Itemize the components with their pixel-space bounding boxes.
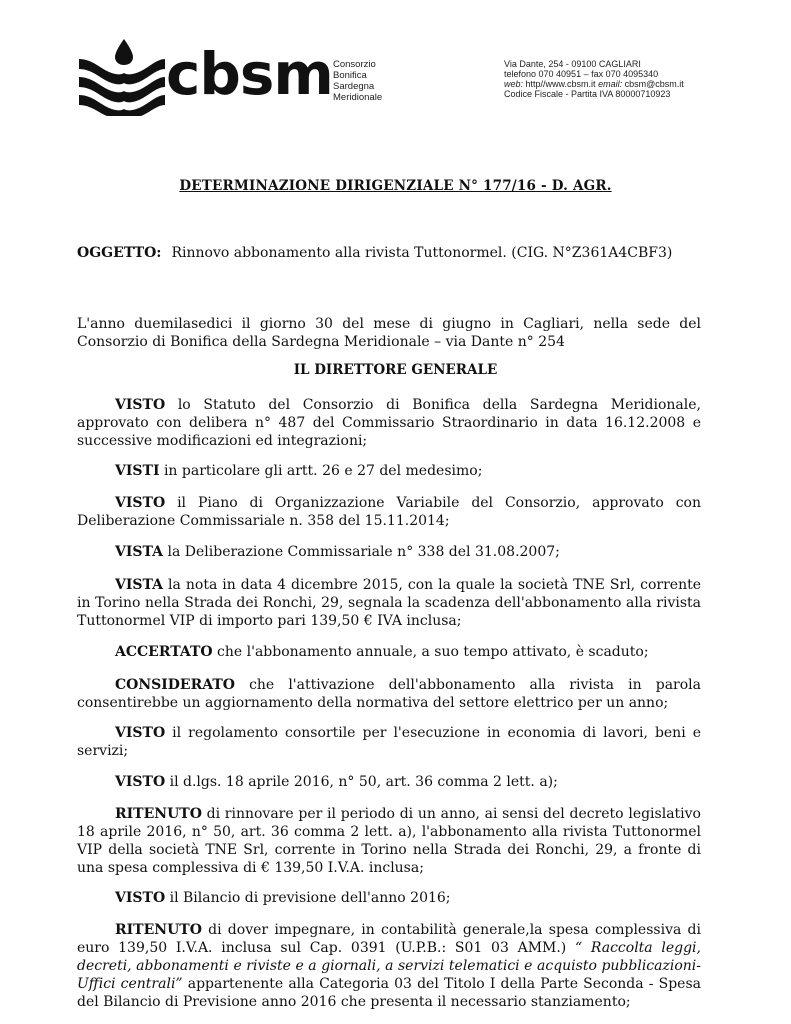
paragraph-vista-deliberazione: VISTA la Deliberazione Commissariale n° 338 del 31.08.2007; xyxy=(115,544,560,560)
paragraph-vista-nota: VISTA la nota in data 4 dicembre 2015, con la quale la società TNE Srl, corrente in Torino nella Strada dei Ronchi, 29, segnala la scadenza dell'abbonamento alla rivista Tuttonormel VIP di importo pari 139,50 € IVA inclusa; xyxy=(77,577,701,629)
brand-subtitle: Consorzio Bonifica Sardegna Meridionale xyxy=(333,59,383,103)
paragraph-visto-regolamento: VISTO il regolamento consortile per l'esecuzione in economia di lavori, beni e servizi; xyxy=(77,725,701,759)
document-title: DETERMINAZIONE DIRIGENZIALE N° 177/16 - D. AGR. xyxy=(179,178,612,194)
subject-text: Rinnovo abbonamento alla rivista Tuttonormel. (CIG. N°Z361A4CBF3) xyxy=(171,245,673,261)
paragraph-visto-piano: VISTO il Piano di Organizzazione Variabile del Consorzio, approvato con Deliberazione Commissariale n. 358 del 15.11.2014; xyxy=(77,495,701,529)
paragraph-visti: VISTI in particolare gli artt. 26 e 27 del medesimo; xyxy=(115,463,483,479)
intro-paragraph: L'anno duemilasedici il giorno 30 del mese di giugno in Cagliari, nella sede del Consorzio di Bonifica della Sardegna Meridionale – via Dante n° 254 xyxy=(77,316,701,350)
paragraph-visto-statuto: VISTO lo Statuto del Consorzio di Bonifica della Sardegna Meridionale, approvato con delibera n° 487 del Commissario Straordinario in data 16.12.2008 e successive modificazioni ed integrazioni; xyxy=(77,397,701,449)
section-heading: IL DIRETTORE GENERALE xyxy=(293,362,498,378)
contact-block xyxy=(504,59,684,99)
paragraph-ritenuto-impegno: RITENUTO di dover impegnare, in contabilità generale,la spesa complessiva di euro 139,50 I.V.A. inclusa sul Cap. 0391 (U.P.B.: S01 03 AMM.) “ Raccolta leggi, decreti, abbonamenti e riviste e a giornali, a servizi telematici e acquisto pubblicazioni-Uffici centrali” appartenente alla Categoria 03 del Titolo I della Parte Seconda - Spesa del Bilancio di Previsione anno 2016 che presenta il necessario stanziamento; xyxy=(77,922,701,1010)
paragraph-visto-dlgs: VISTO il d.lgs. 18 aprile 2016, n° 50, art. 36 comma 2 lett. a); xyxy=(115,774,558,790)
cbsm-logo-icon xyxy=(77,37,167,117)
brand-name: cbsm xyxy=(166,40,333,108)
subject-label: OGGETTO: xyxy=(77,245,162,261)
subject-line xyxy=(77,245,672,261)
paragraph-accertato: ACCERTATO che l'abbonamento annuale, a suo tempo attivato, è scaduto; xyxy=(115,644,649,660)
web-email-line: web: http//www.cbsm.it email: cbsm@cbsm.it xyxy=(504,79,684,89)
phone-line: telefono 070 40951 – fax 070 4095340 xyxy=(504,69,659,79)
paragraph-visto-bilancio: VISTO il Bilancio di previsione dell'anno 2016; xyxy=(115,890,451,906)
address-line: Via Dante, 254 - 09100 CAGLIARI xyxy=(504,59,641,69)
paragraph-ritenuto-rinnovo: RITENUTO di rinnovare per il periodo di un anno, ai sensi del decreto legislativo 18 aprile 2016, n° 50, art. 36 comma 2 lett. a), l'abbonamento alla rivista Tuttonormel VIP della società TNE Srl, corrente in Torino nella Strada dei Ronchi, 29, a fronte di una spesa complessiva di € 139,50 I.V.A. inclusa; xyxy=(77,806,701,876)
tax-code-line: Codice Fiscale - Partita IVA 80000710923 xyxy=(504,89,671,99)
paragraph-considerato: CONSIDERATO che l'attivazione dell'abbonamento alla rivista in parola consentirebbe un aggiornamento della normativa del settore elettrico per un anno; xyxy=(77,677,701,711)
